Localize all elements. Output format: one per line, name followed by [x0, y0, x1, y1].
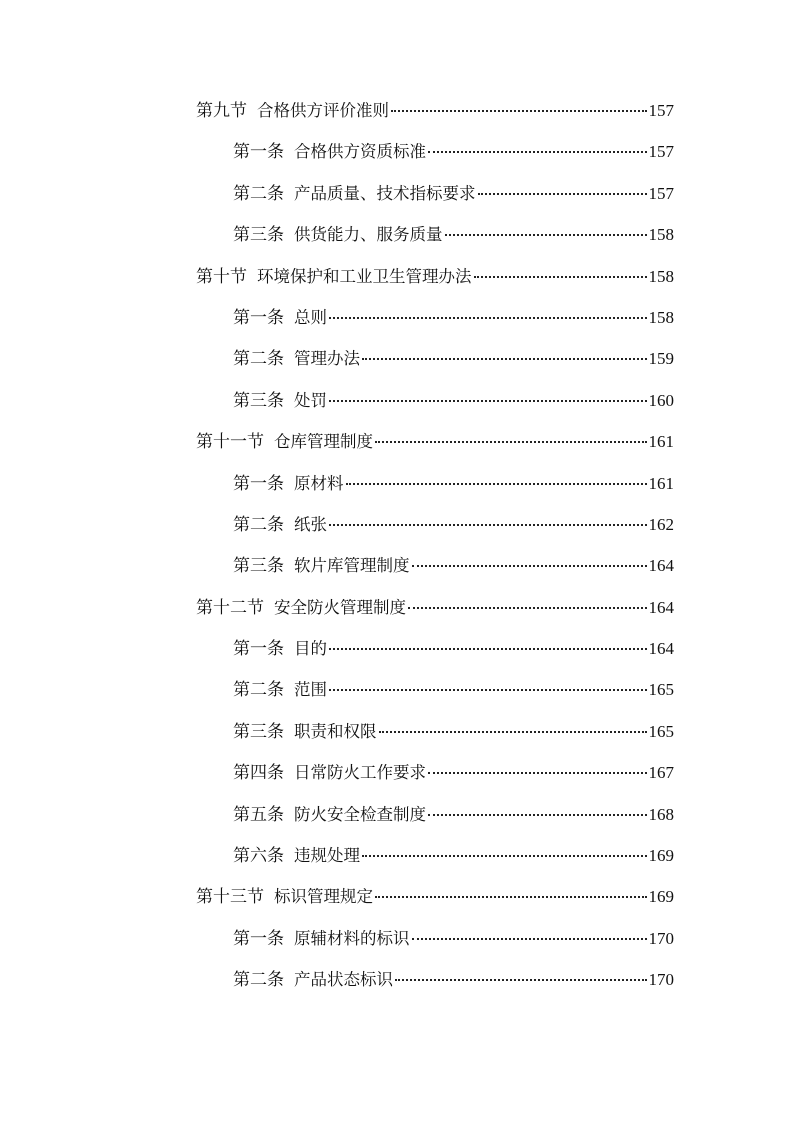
- toc-entry-number: 第三条: [233, 390, 284, 411]
- toc-entry-line: [233, 555, 674, 577]
- toc-dot-leader: [474, 276, 647, 278]
- toc-page-number: 157: [648, 183, 674, 203]
- toc-entry-number: 第一条: [233, 473, 284, 494]
- toc-entry-title: 防火安全检查制度: [294, 804, 426, 824]
- toc-dot-leader: [362, 358, 647, 360]
- toc-entry-number: 第一条: [233, 928, 284, 949]
- toc-entry-number: 第一条: [233, 639, 284, 660]
- toc-entry-title: 纸张: [294, 514, 327, 534]
- toc-entry-title: 安全防火管理制度: [274, 597, 406, 617]
- toc-entry-title: 环境保护和工业卫生管理办法: [257, 266, 472, 286]
- toc-entry-line: [233, 183, 674, 205]
- toc-article-entry[interactable]: [0, 957, 793, 998]
- toc-section-entry[interactable]: [0, 254, 793, 295]
- toc-article-entry[interactable]: [0, 502, 793, 543]
- toc-article-entry[interactable]: [0, 129, 793, 170]
- toc-article-entry[interactable]: [0, 833, 793, 874]
- toc-entry-title: 仓库管理制度: [274, 432, 373, 452]
- toc-entry-number: 第十二节: [196, 597, 264, 618]
- toc-entry-number: 第二条: [233, 183, 284, 204]
- toc-page-number: 158: [648, 225, 674, 245]
- toc-page-number: 161: [648, 432, 674, 452]
- toc-entry-number: 第六条: [233, 846, 284, 867]
- toc-dot-leader: [329, 648, 647, 650]
- toc-dot-leader: [478, 193, 647, 195]
- toc-dot-leader: [329, 400, 647, 402]
- toc-entry-number: 第三条: [233, 556, 284, 577]
- toc-entry-line: [233, 473, 674, 495]
- toc-page-number: 162: [648, 514, 674, 534]
- toc-entry-line: [233, 638, 674, 660]
- toc-entry-number: 第十一节: [196, 432, 264, 453]
- toc-entry-number: 第二条: [233, 680, 284, 701]
- toc-entry-number: 第三条: [233, 225, 284, 246]
- toc-page-number: 160: [648, 390, 674, 410]
- toc-entry-number: 第九节: [196, 101, 247, 121]
- toc-page-number: 167: [648, 763, 674, 783]
- toc-entry-line: [196, 100, 674, 122]
- toc-dot-leader: [412, 938, 647, 940]
- toc-dot-leader: [362, 855, 647, 857]
- toc-entry-line: [233, 804, 674, 826]
- toc-entry-number: 第五条: [233, 804, 284, 825]
- toc-entry-line: [196, 597, 674, 619]
- toc-page-number: 164: [648, 597, 674, 617]
- toc-entry-number: 第二条: [233, 970, 284, 991]
- toc-entry-title: 原辅材料的标识: [294, 928, 410, 948]
- toc-entry-title: 供货能力、服务质量: [294, 225, 443, 245]
- toc-entry-title: 职责和权限: [294, 721, 377, 741]
- toc-entry-title: 目的: [294, 639, 327, 659]
- toc-page-number: 169: [648, 887, 674, 907]
- toc-entry-line: [233, 721, 674, 743]
- toc-section-entry[interactable]: [0, 419, 793, 460]
- toc-dot-leader: [395, 979, 647, 981]
- toc-entry-line: [196, 266, 674, 288]
- toc-entry-line: [233, 928, 674, 950]
- toc-dot-leader: [428, 814, 647, 816]
- toc-page-number: 158: [648, 266, 674, 286]
- table-of-contents: [0, 88, 793, 999]
- toc-entry-title: 违规处理: [294, 846, 360, 866]
- toc-article-entry[interactable]: [0, 626, 793, 667]
- toc-entry-line: [233, 679, 674, 701]
- toc-article-entry[interactable]: [0, 916, 793, 957]
- toc-entry-line: [233, 390, 674, 412]
- toc-article-entry[interactable]: [0, 171, 793, 212]
- toc-entry-title: 总则: [294, 307, 327, 327]
- toc-dot-leader: [445, 234, 647, 236]
- toc-dot-leader: [375, 896, 647, 898]
- toc-dot-leader: [379, 731, 647, 733]
- toc-entry-number: 第一条: [233, 142, 284, 163]
- toc-article-entry[interactable]: [0, 336, 793, 377]
- toc-entry-title: 合格供方评价准则: [257, 101, 389, 120]
- toc-entry-number: 第十三节: [196, 887, 264, 908]
- toc-article-entry[interactable]: [0, 461, 793, 502]
- toc-article-entry[interactable]: [0, 792, 793, 833]
- toc-entry-line: [233, 141, 674, 163]
- toc-page-number: 165: [648, 680, 674, 700]
- toc-dot-leader: [428, 772, 647, 774]
- toc-entry-title: 软片库管理制度: [294, 556, 410, 576]
- toc-entry-number: 第四条: [233, 763, 284, 784]
- toc-dot-leader: [329, 317, 647, 319]
- toc-entry-line: [233, 514, 674, 536]
- toc-entry-number: 第十节: [196, 266, 247, 287]
- toc-entry-title: 处罚: [294, 390, 327, 410]
- toc-entry-number: 第三条: [233, 721, 284, 742]
- toc-page-number: 170: [648, 928, 674, 948]
- toc-dot-leader: [412, 565, 647, 567]
- toc-entry-title: 产品状态标识: [294, 970, 393, 990]
- toc-entry-number: 第二条: [233, 514, 284, 535]
- toc-article-entry[interactable]: [0, 212, 793, 253]
- toc-page-number: 165: [648, 721, 674, 741]
- toc-entry-line: [233, 762, 674, 784]
- toc-article-entry[interactable]: [0, 750, 793, 791]
- toc-dot-leader: [329, 689, 647, 691]
- toc-article-entry[interactable]: [0, 667, 793, 708]
- toc-entry-title: 管理办法: [294, 349, 360, 369]
- toc-dot-leader: [391, 110, 647, 112]
- toc-page-number: 170: [648, 970, 674, 990]
- toc-article-entry[interactable]: [0, 543, 793, 584]
- toc-page-number: 168: [648, 804, 674, 824]
- toc-page-number: 164: [648, 556, 674, 576]
- toc-entry-line: [196, 431, 674, 453]
- toc-entry-line: [233, 348, 674, 370]
- toc-entry-title: 标识管理规定: [274, 887, 373, 907]
- toc-dot-leader: [375, 441, 647, 443]
- toc-entry-line: [233, 224, 674, 246]
- toc-entry-title: 范围: [294, 680, 327, 700]
- toc-article-entry[interactable]: [0, 295, 793, 336]
- toc-dot-leader: [408, 607, 647, 609]
- toc-entry-line: [233, 969, 674, 991]
- toc-entry-line: [196, 886, 674, 908]
- toc-entry-number: 第二条: [233, 349, 284, 370]
- toc-entry-title: 产品质量、技术指标要求: [294, 183, 476, 203]
- toc-entry-title: 合格供方资质标准: [294, 142, 426, 162]
- toc-section-entry[interactable]: [0, 874, 793, 915]
- toc-article-entry[interactable]: [0, 378, 793, 419]
- toc-section-entry[interactable]: [0, 585, 793, 626]
- toc-page-number: 164: [648, 639, 674, 659]
- toc-page-number: 161: [648, 473, 674, 493]
- toc-entry-title: 原材料: [294, 473, 344, 493]
- toc-page-number: 169: [648, 846, 674, 866]
- toc-entry-line: [233, 307, 674, 329]
- toc-entry-line: [233, 845, 674, 867]
- toc-dot-leader: [346, 483, 647, 485]
- toc-page-number: 157: [648, 101, 674, 120]
- toc-page-number: 157: [648, 142, 674, 162]
- toc-entry-title: 日常防火工作要求: [294, 763, 426, 783]
- toc-dot-leader: [329, 524, 647, 526]
- toc-page-number: 158: [648, 307, 674, 327]
- toc-dot-leader: [428, 151, 647, 153]
- toc-page-number: 159: [648, 349, 674, 369]
- toc-entry-number: 第一条: [233, 307, 284, 328]
- toc-section-entry[interactable]: [0, 88, 793, 129]
- toc-article-entry[interactable]: [0, 709, 793, 750]
